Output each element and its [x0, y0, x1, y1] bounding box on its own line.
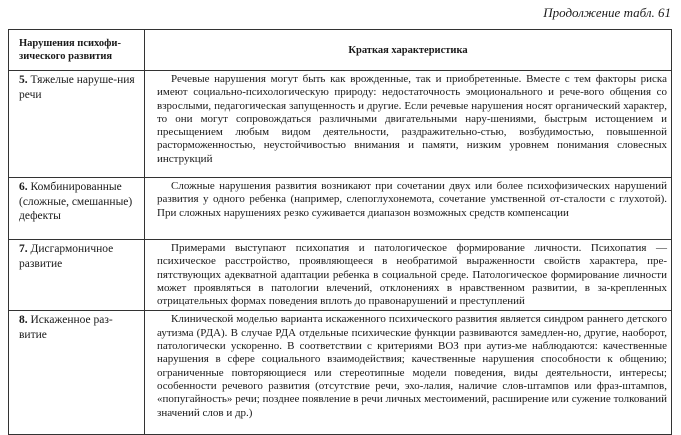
row-category: Комбинированные (сложные, смешанные) дефекты — [19, 181, 133, 222]
header-disorders: Нарушения психофи-зического развития — [9, 30, 145, 71]
row-category: Тяжелые наруше-ния речи — [19, 74, 135, 101]
row-number: 8. — [19, 314, 28, 327]
table-row — [9, 71, 672, 178]
row-category-cell — [9, 311, 145, 435]
table-header-row — [9, 30, 672, 71]
row-category-cell — [9, 178, 145, 240]
row-description: Речевые нарушения могут быть как врожденные, так и приобретенные. Вместе с тем факторы риска имеют социально-психологическую природу: недостаточность эмоционального и рече-вого общения со взрослыми, педагогическая запущенность и другие. Если речевые нарушения носят органический характер, то они могут сопровождаться различными двигательными нару-шениями, быстрым истощением и пресыщением любым видом деятельности, раздражительно-стью, возбудимостью, повышенной расторможенностью, неустойчивостью внимания и памяти, низким уровнем понимания словесных инструкций — [157, 73, 667, 165]
row-description-cell — [145, 311, 672, 435]
header-characteristic: Краткая характеристика — [145, 30, 672, 71]
table-row — [9, 178, 672, 240]
row-number: 5. — [19, 74, 28, 86]
row-number: 6. — [19, 181, 28, 193]
table-caption: Продолжение табл. 61 — [543, 5, 671, 20]
characteristics-table — [8, 29, 672, 435]
row-description-cell — [145, 240, 672, 311]
table-row — [9, 311, 672, 435]
row-description: Сложные нарушения развития возникают при сочетании двух или более психофизических нарушений развития у одного ребенка (например, слепоглухонемота, сочетание умственной от-сталости с глухотой). При сложных нарушениях резко суживается диапазон возможных средств компенсации — [157, 180, 667, 219]
row-category-cell — [9, 240, 145, 311]
row-category: Дисгармоничное развитие — [19, 243, 114, 270]
row-category: Искаженное раз-витие — [19, 314, 113, 341]
row-description: Клинической моделью варианта искаженного психического развития является синдром раннего детского аутизма (РДА). В случае РДА отдельные психические функции развиваются замедлен-но, другие, наоборот, патологически ускоренно. В соответствии с критериями ВОЗ при аутиз-ме наблюдаются: качественные нарушения в сфере социального взаимодействия; качественные нарушения способности к общению; ограниченные повторяющиеся или стереотипные модели поведения, виды деятельности, интересы; особенности речевого развития (отсутствие речи, эхо-лалия, наличие слов-штампов или фраз-штампов, «попугайность» речи; позднее появление в речи личных местоимений, расширение или сужение толкований значений слов и др.) — [157, 313, 667, 419]
row-description-cell — [145, 71, 672, 178]
table-row — [9, 240, 672, 311]
row-description: Примерами выступают психопатия и патологическое формирование личности. Психопатия — психическое расстройство, проявляющееся в необратимой выраженности свойств характера, пре-пятствующих адекватной адаптации ребенка в социальной среде. Патологическое формирование личности может проявляться в патологии влечений, отклонениях в нравственном развитии, в за-крепленных отрицательных формах поведения вплоть до правонарушений и преступлений — [157, 242, 667, 308]
row-number: 7. — [19, 243, 28, 255]
row-description-cell — [145, 178, 672, 240]
row-category-cell — [9, 71, 145, 178]
